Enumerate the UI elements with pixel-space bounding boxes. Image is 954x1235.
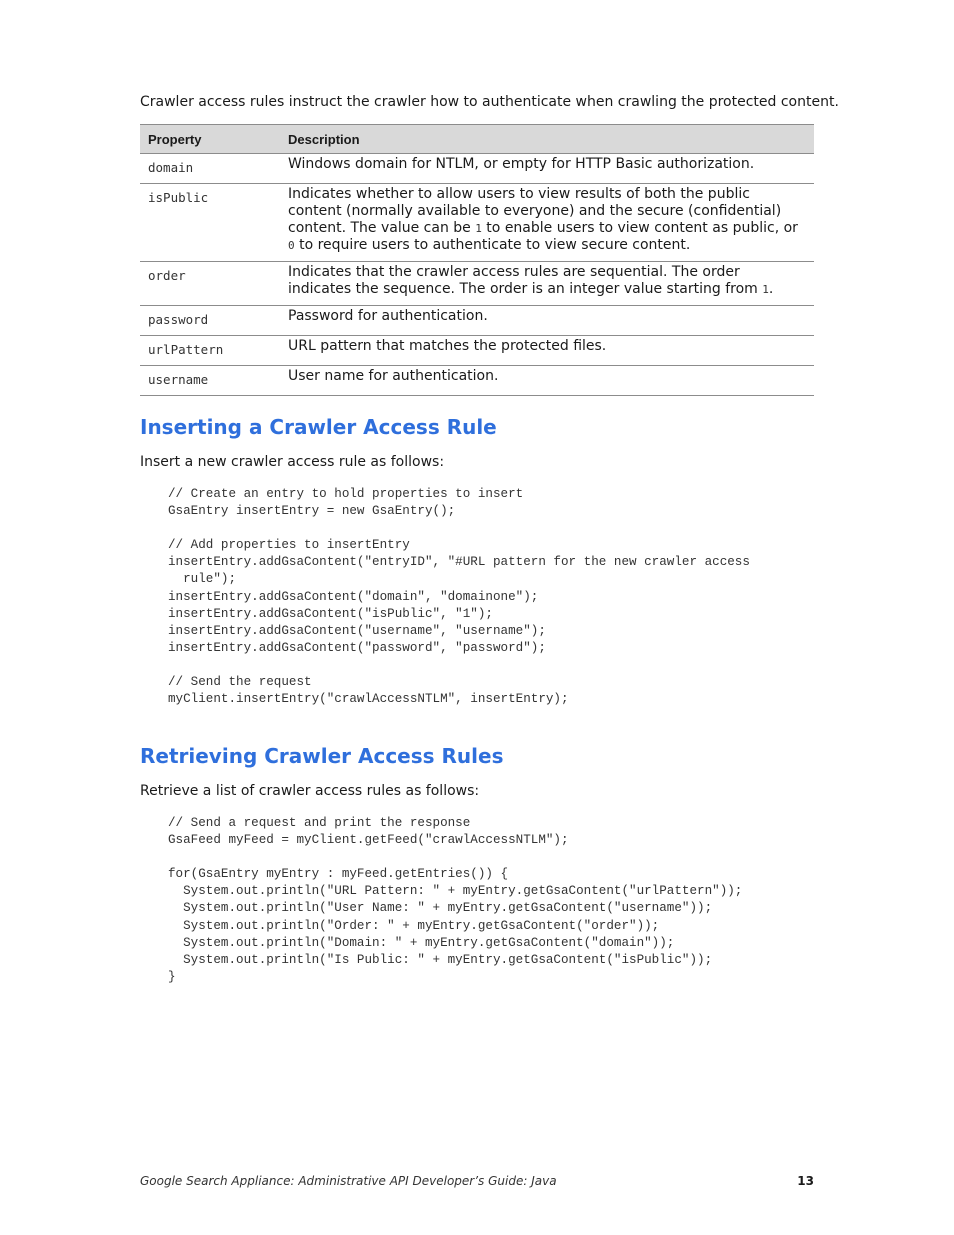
section-heading-insert: Inserting a Crawler Access Rule	[140, 415, 497, 439]
section-intro-retrieve: Retrieve a list of crawler access rules as follows:	[140, 783, 480, 799]
property-description	[280, 154, 814, 184]
table-row	[140, 336, 814, 366]
table-row	[140, 306, 814, 336]
section-intro-insert: Insert a new crawler access rule as follows:	[140, 454, 445, 470]
section-heading-retrieve: Retrieving Crawler Access Rules	[140, 744, 504, 768]
inline-code: 0	[288, 239, 295, 252]
code-block-insert: // Create an entry to hold properties to insert GsaEntry insertEntry = new GsaEntry(); // Add properties to insertEntry insertEntry.addGsaContent("entryID", "#URL pattern for the new crawler access rule"); insertEntry.addGsaContent("domain", "domainone"); insertEntry.addGsaContent("isPublic", "1"); insertEntry.addGsaContent("username", "username"); insertEntry.addGsaContent("password", "password"); // Send the request myClient.insertEntry("crawlAccessNTLM", insertEntry);	[168, 487, 750, 707]
property-description	[280, 306, 814, 336]
table-row	[140, 262, 814, 306]
description-text: to enable users to view content as public, or	[481, 220, 798, 236]
description-text: to require users to authenticate to view secure content.	[294, 237, 691, 253]
description-text: Indicates whether to allow users to view results of both the public content (normally available to everyone) and the secure (confidential) content. The value can be	[288, 186, 782, 236]
table-row	[140, 154, 814, 184]
property-name: domain	[140, 154, 280, 184]
description-text: Windows domain for NTLM, or empty for HTTP Basic authorization.	[288, 156, 755, 172]
property-description	[280, 336, 814, 366]
intro-paragraph: Crawler access rules instruct the crawler how to authenticate when crawling the protected content.	[140, 94, 839, 110]
property-description	[280, 184, 814, 262]
description-text: User name for authentication.	[288, 368, 499, 384]
property-name: password	[140, 306, 280, 336]
description-text: Password for authentication.	[288, 308, 488, 324]
page-number: 13	[797, 1174, 814, 1188]
inline-code: 1	[762, 283, 769, 296]
description-text: Indicates that the crawler access rules are sequential. The order indicates the sequence. The order is an integer value starting from	[288, 264, 763, 297]
description-text: URL pattern that matches the protected files.	[288, 338, 607, 354]
property-name: isPublic	[140, 184, 280, 262]
property-name: urlPattern	[140, 336, 280, 366]
header-property: Property	[140, 125, 280, 154]
property-description	[280, 262, 814, 306]
footer-title: Google Search Appliance: Administrative API Developer’s Guide: Java	[140, 1174, 557, 1188]
table-row	[140, 184, 814, 262]
table-header-row	[140, 125, 814, 154]
header-description: Description	[280, 125, 814, 154]
property-description	[280, 366, 814, 396]
inline-code: 1	[475, 222, 482, 235]
table-row	[140, 366, 814, 396]
code-block-retrieve: // Send a request and print the response GsaFeed myFeed = myClient.getFeed("crawlAccessNTLM"); for(GsaEntry myEntry : myFeed.getEntries()) { System.out.println("URL Pattern: " + myEntry.getGsaContent("urlPattern")); System.out.println("User Name: " + myEntry.getGsaContent("username")); System.out.println("Order: " + myEntry.getGsaContent("order")); System.out.println("Domain: " + myEntry.getGsaContent("domain")); System.out.println("Is Public: " + myEntry.getGsaContent("isPublic")); }	[168, 816, 743, 984]
property-name: username	[140, 366, 280, 396]
description-text: .	[768, 281, 774, 297]
property-name: order	[140, 262, 280, 306]
properties-table	[140, 124, 814, 396]
